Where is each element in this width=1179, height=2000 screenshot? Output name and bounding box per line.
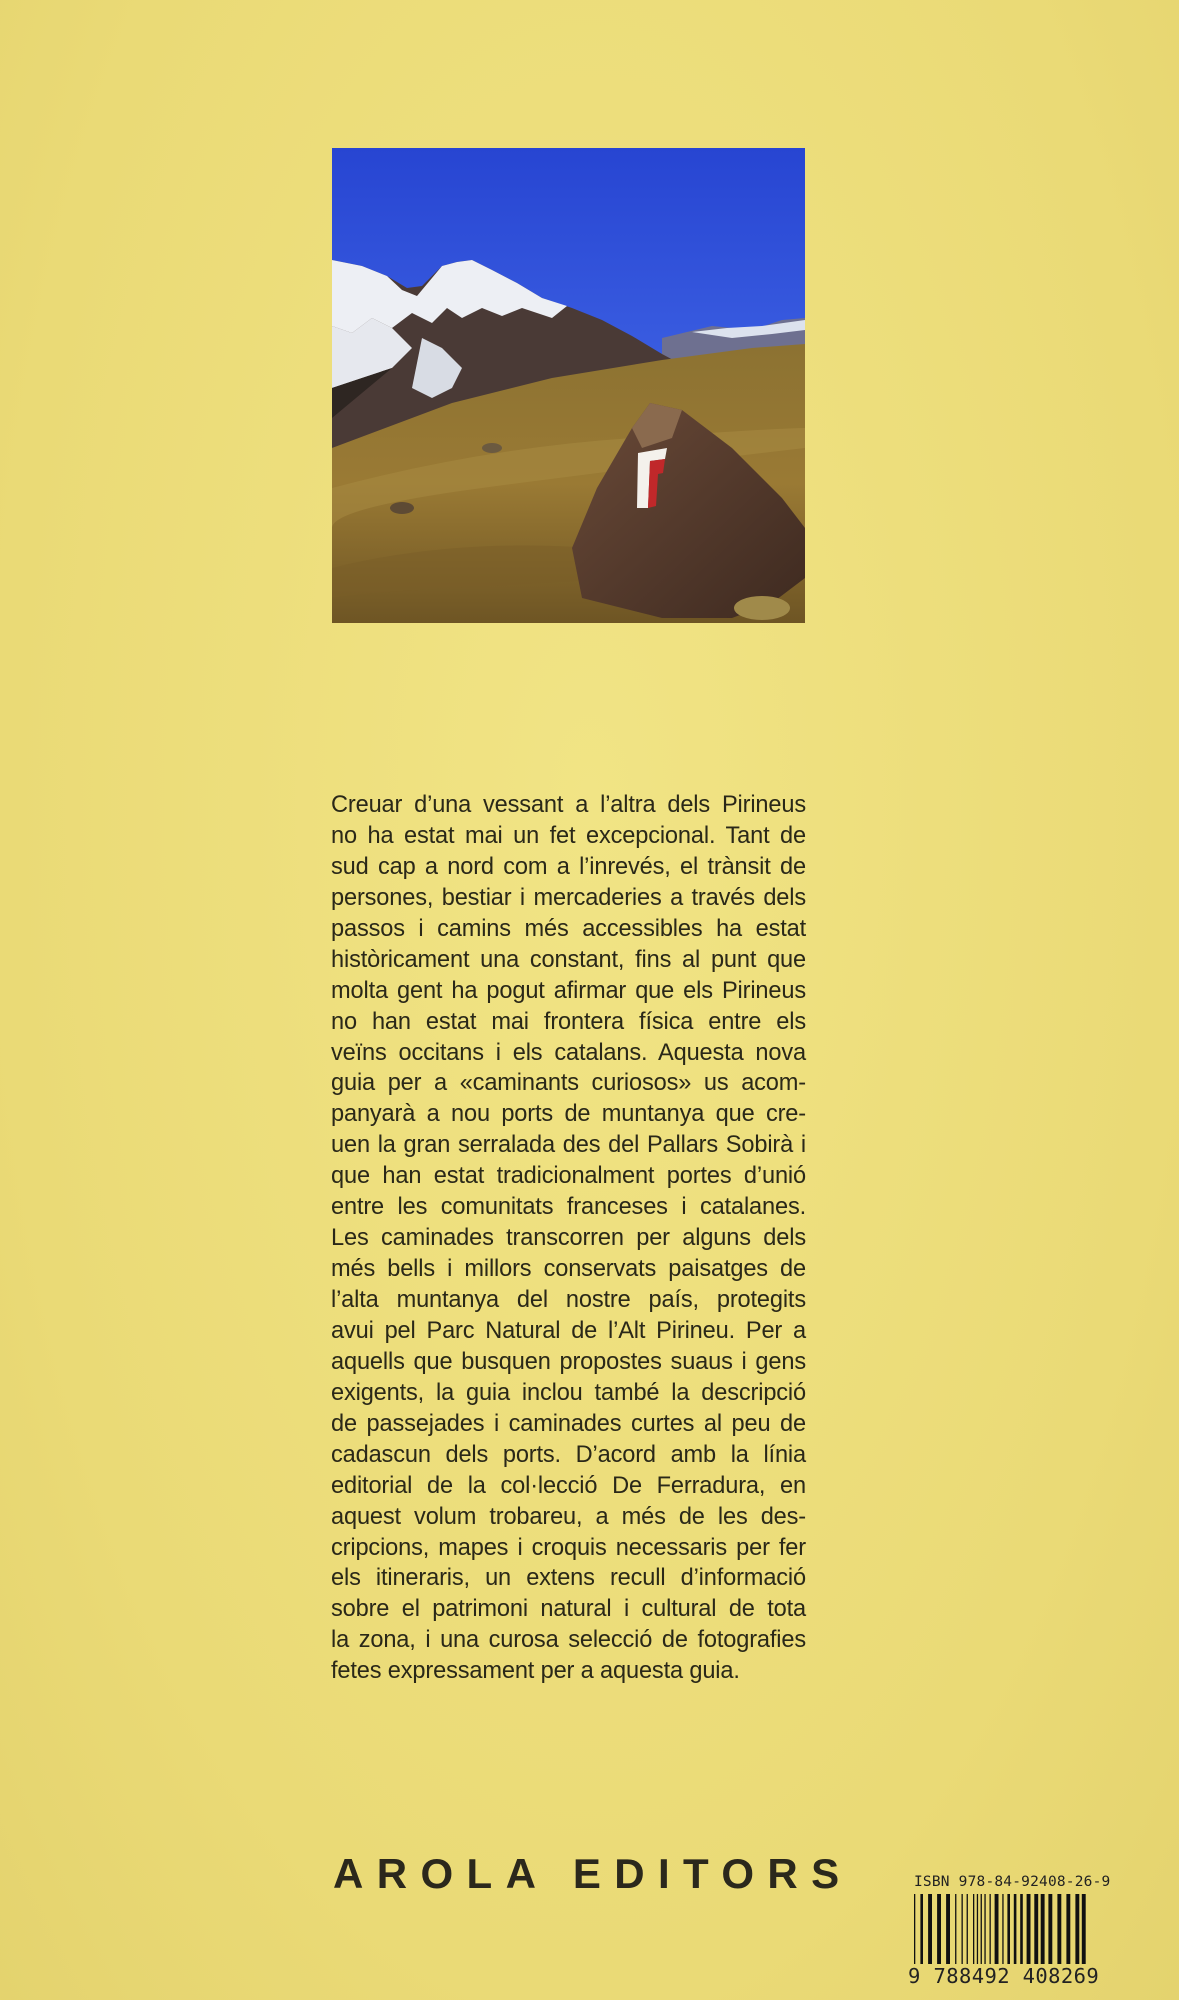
blurb-line: la zona, i una curosa selecció de fotografies bbox=[331, 1627, 806, 1654]
blurb-line: els itineraris, un extens recull d’informació bbox=[331, 1565, 806, 1592]
barcode-bar bbox=[973, 1894, 974, 1964]
blurb-line: cripcions, mapes i croquis necessaris per fer bbox=[331, 1534, 806, 1561]
barcode-bar bbox=[1066, 1894, 1070, 1964]
barcode-bar bbox=[977, 1894, 978, 1964]
blurb-line: persones, bestiar i mercaderies a través dels bbox=[331, 884, 806, 911]
mountain-trail-photo bbox=[332, 148, 805, 623]
barcode-bar bbox=[981, 1894, 982, 1964]
barcode-bar bbox=[1020, 1894, 1023, 1964]
blurb-line: sobre el patrimoni natural i cultural de tota bbox=[331, 1596, 806, 1623]
blurb-line: guia per a «caminants curiosos» us acom- bbox=[331, 1070, 806, 1097]
barcode-bar bbox=[1014, 1894, 1017, 1964]
blurb-line: uen la gran serralada des del Pallars Sobirà i bbox=[331, 1132, 806, 1159]
blurb-line: editorial de la col·lecció De Ferradura, en bbox=[331, 1472, 806, 1499]
blurb-line: no ha estat mai un fet excepcional. Tant de bbox=[331, 822, 806, 849]
barcode-bar bbox=[1007, 1894, 1010, 1964]
barcode-bar bbox=[1041, 1894, 1045, 1964]
blurb-line: passos i camins més accessibles ha estat bbox=[331, 915, 806, 942]
blurb-line: cadascun dels ports. D’acord amb la línia bbox=[331, 1441, 806, 1468]
barcode-bar bbox=[1048, 1894, 1052, 1964]
blurb-line: aquest volum trobareu, a més de les des- bbox=[331, 1503, 806, 1530]
blurb-line: veïns occitans i els catalans. Aquesta nova bbox=[331, 1039, 806, 1066]
blurb-line: de passejades i caminades curtes al peu de bbox=[331, 1410, 806, 1437]
blurb bbox=[331, 790, 806, 1687]
barcode-bar bbox=[1002, 1894, 1003, 1964]
blurb-line: aquells que busquen propostes suaus i gens bbox=[331, 1348, 806, 1375]
blurb-line: panyarà a nou ports de muntanya que cre- bbox=[331, 1101, 806, 1128]
barcode-bar bbox=[962, 1894, 963, 1964]
barcode-bar bbox=[1082, 1894, 1086, 1964]
isbn-barcode-block bbox=[908, 1874, 1136, 1986]
isbn-label: ISBN 978-84-92408-26-9 bbox=[914, 1874, 1111, 1890]
barcode-bar bbox=[990, 1894, 991, 1964]
barcode-bar bbox=[920, 1894, 923, 1964]
barcode-bar bbox=[928, 1894, 932, 1964]
publisher-name: AROLA EDITORS bbox=[333, 1850, 853, 1897]
cover-photo bbox=[332, 148, 805, 623]
barcode-bar bbox=[1057, 1894, 1061, 1964]
blurb-line: molta gent ha pogut afirmar que els Pirineus bbox=[331, 977, 806, 1004]
barcode bbox=[912, 1894, 1136, 1964]
blurb-line: l’alta muntanya del nostre país, protegits bbox=[331, 1287, 806, 1313]
blurb-line: que han estat tradicionalment portes d’unió bbox=[331, 1163, 806, 1190]
barcode-bar bbox=[1027, 1894, 1031, 1964]
barcode-bar bbox=[914, 1894, 915, 1964]
blurb-line: avui pel Parc Natural de l’Alt Pirineu. Per a bbox=[331, 1317, 806, 1344]
barcode-bar bbox=[937, 1894, 941, 1964]
blurb-line: Creuar d’una vessant a l’altra dels Pirineus bbox=[331, 792, 806, 818]
barcode-bar bbox=[984, 1894, 985, 1964]
barcode-bar bbox=[1034, 1894, 1038, 1964]
blurb-line: més bells i millors conservats paisatges de bbox=[331, 1256, 806, 1283]
barcode-bar bbox=[995, 1894, 999, 1964]
blurb-line: exigents, la guia inclou també la descripció bbox=[331, 1379, 806, 1406]
blurb-line: sud cap a nord com a l’inrevés, el trànsit de bbox=[331, 853, 806, 880]
barcode-bar bbox=[955, 1894, 956, 1964]
blurb-line: fetes expressament per a aquesta guia. bbox=[331, 1658, 740, 1685]
blurb-line: entre les comunitats franceses i catalanes. bbox=[331, 1194, 806, 1221]
blurb-line: Les caminades transcorren per alguns dels bbox=[331, 1225, 806, 1252]
barcode-bar bbox=[967, 1894, 968, 1964]
blurb-line: no han estat mai frontera física entre els bbox=[331, 1008, 806, 1035]
barcode-bar bbox=[946, 1894, 950, 1964]
barcode-digits: 9 788492 408269 bbox=[908, 1964, 1100, 1988]
blurb-line: històricament una constant, fins al punt que bbox=[331, 946, 806, 973]
barcode-bar bbox=[1075, 1894, 1079, 1964]
